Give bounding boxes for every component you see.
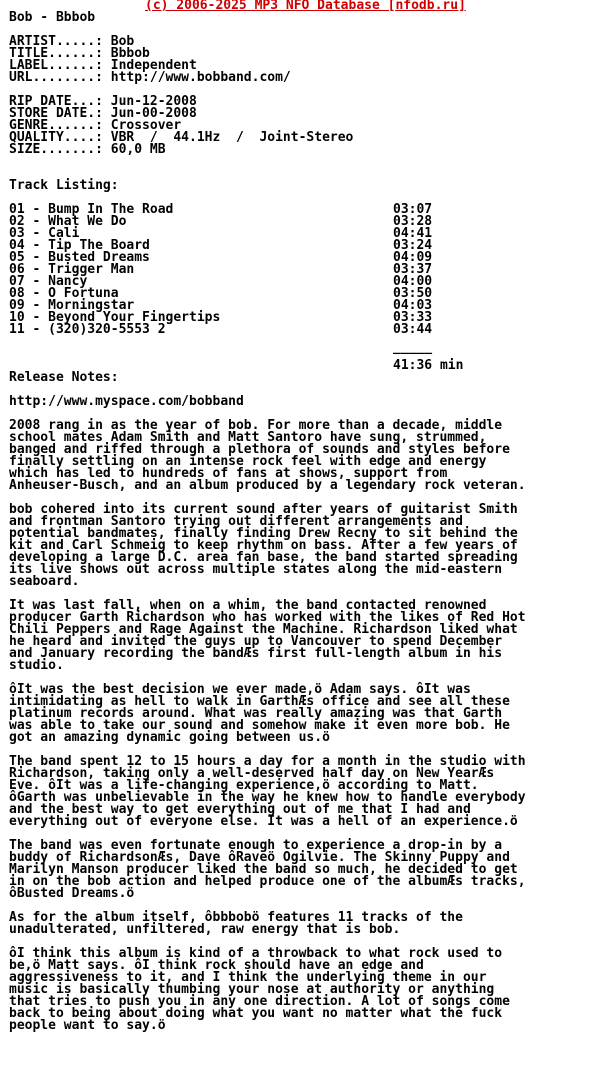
notes-line: back to being about doing what you want no matter what the fuck	[9, 1006, 503, 1021]
notes-line: everything out of everyone else. It was a hell of an experience.ö	[9, 814, 518, 829]
notes-line: ôGarth was unbelievable in the way he knew how to handle everybody	[9, 790, 526, 805]
artist-field: ARTIST.....: Bob	[9, 34, 135, 49]
nfodb-header-link[interactable]: (c) 2006-2025 MP3 NFO Database [nfodb.ru]	[145, 0, 466, 13]
notes-line: finally settling on an intense rock feel with edge and energy	[9, 454, 487, 469]
store-date-field: STORE DATE.: Jun-00-2008	[9, 106, 197, 121]
notes-line: music is basically thumbing your nose at authority or anything	[9, 982, 495, 997]
track-time: 04:09	[393, 250, 433, 265]
size-field: SIZE.......: 60,0 MB	[9, 142, 166, 157]
notes-line: potential bandmates, finally finding Drew Recny to sit behind the	[9, 526, 518, 541]
notes-line: which has led to hundreds of fans at shows, support from	[9, 466, 448, 481]
notes-line: school mates Adam Smith and Matt Santoro have sung, strummed,	[9, 430, 487, 445]
track-title: 03 - Cali	[9, 226, 80, 241]
track-time: 03:28	[393, 214, 433, 229]
track-title: 04 - Tip The Board	[9, 238, 150, 253]
notes-line: ôIt was the best decision we ever made,ö Adam says. ôIt was	[9, 682, 471, 697]
genre-field: GENRE......: Crossover	[9, 118, 182, 133]
track-title: 10 - Beyond Your Fingertips	[9, 310, 221, 325]
notes-line: It was last fall, when on a whim, the band contacted renowned	[9, 598, 487, 613]
track-title: 06 - Trigger Man	[9, 262, 135, 277]
notes-line: ôBusted Dreams.ö	[9, 886, 135, 901]
url-field: URL........: http://www.bobband.com/	[9, 70, 291, 85]
notes-line: The band was even fortunate enough to experience a drop-in by a	[9, 838, 503, 853]
notes-line: in on the bob action and helped produce one of the albumÆs tracks,	[9, 874, 526, 889]
notes-line: bob cohered into its current sound after years of guitarist Smith	[9, 502, 518, 517]
notes-line: aggressiveness to it, and I think the underlying theme in our	[9, 970, 487, 985]
notes-line: platinum records around. What was really amazing was that Garth	[9, 706, 503, 721]
quality-field: QUALITY....: VBR / 44.1Hz / Joint-Stereo	[9, 130, 354, 145]
release-notes-label: Release Notes:	[9, 370, 119, 385]
notes-line: seaboard.	[9, 574, 80, 589]
notes-line: that tries to push you in any one direction. A lot of songs come	[9, 994, 510, 1009]
notes-line: Richardson, taking only a well-deserved half day on New YearÆs	[9, 766, 495, 781]
notes-line: and frontman Santoro trying out different arrangements and	[9, 514, 463, 529]
notes-line: The band spent 12 to 15 hours a day for a month in the studio with	[9, 754, 526, 769]
release-title: Bob - Bbbob	[9, 10, 96, 25]
track-time: 03:50	[393, 286, 433, 301]
notes-line: intimidating as hell to walk in GarthÆs office and see all these	[9, 694, 510, 709]
notes-line: be,ö Matt says. ôI think rock should have an edge and	[9, 958, 424, 973]
rip-date-field: RIP DATE...: Jun-12-2008	[9, 94, 197, 109]
notes-line: As for the album itself, ôbbbobö features 11 tracks of the	[9, 910, 463, 925]
track-title: 08 - O Fortuna	[9, 286, 119, 301]
notes-line: got an amazing dynamic going between us.ö	[9, 730, 330, 745]
notes-line: and January recording the bandÆs first full-length album in his	[9, 646, 503, 661]
notes-line: people want to say.ö	[9, 1018, 166, 1033]
myspace-url: http://www.myspace.com/bobband	[9, 394, 244, 409]
notes-line: studio.	[9, 658, 64, 673]
track-listing-label: Track Listing:	[9, 178, 119, 193]
track-title: 07 - Nancy	[9, 274, 88, 289]
track-title: 02 - What We Do	[9, 214, 127, 229]
notes-line: unadulterated, unfiltered, raw energy that is bob.	[9, 922, 401, 937]
total-rule: _____	[393, 340, 433, 355]
track-time: 03:44	[393, 322, 433, 337]
notes-line: ôI think this album is kind of a throwback to what rock used to	[9, 946, 503, 961]
track-time: 04:00	[393, 274, 433, 289]
notes-line: buddy of RichardsonÆs, Dave ôRaveö Ogilvie. The Skinny Puppy and	[9, 850, 510, 865]
notes-line: its live shows out across multiple states along the mid-eastern	[9, 562, 503, 577]
notes-line: Chili Peppers and Rage Against the Machine. Richardson liked what	[9, 622, 518, 637]
total-time: 41:36 min	[393, 358, 464, 373]
track-time: 03:37	[393, 262, 433, 277]
track-time: 04:41	[393, 226, 433, 241]
title-field: TITLE......: Bbbob	[9, 46, 150, 61]
label-field: LABEL......: Independent	[9, 58, 197, 73]
notes-line: producer Garth Richardson who has worked with the likes of Red Hot	[9, 610, 526, 625]
notes-line: he heard and invited the guys up to Vancouver to spend December	[9, 634, 503, 649]
notes-line: 2008 rang in as the year of bob. For more than a decade, middle	[9, 418, 503, 433]
notes-line: banged and riffed through a plethora of sounds and styles before	[9, 442, 510, 457]
notes-line: was able to take our sound and somehow make it even more bob. He	[9, 718, 510, 733]
track-title: 09 - Morningstar	[9, 298, 135, 313]
notes-line: developing a large D.C. area fan base, the band started spreading	[9, 550, 518, 565]
track-title: 05 - Busted Dreams	[9, 250, 150, 265]
notes-line: and the best way to get everything out of me that I had and	[9, 802, 471, 817]
track-time: 03:24	[393, 238, 433, 253]
notes-line: Marilyn Manson producer liked the band so much, he decided to get	[9, 862, 518, 877]
track-time: 03:33	[393, 310, 433, 325]
track-title: 01 - Bump In The Road	[9, 202, 174, 217]
notes-line: Eve. ôIt was a life-changing experience,ö according to Matt.	[9, 778, 479, 793]
notes-line: kit and Carl Schmeig to keep rhythm on bass. After a few years of	[9, 538, 518, 553]
track-title: 11 - (320)320-5553 2	[9, 322, 166, 337]
track-time: 03:07	[393, 202, 433, 217]
notes-line: Anheuser-Busch, and an album produced by a legendary rock veteran.	[9, 478, 526, 493]
track-time: 04:03	[393, 298, 433, 313]
